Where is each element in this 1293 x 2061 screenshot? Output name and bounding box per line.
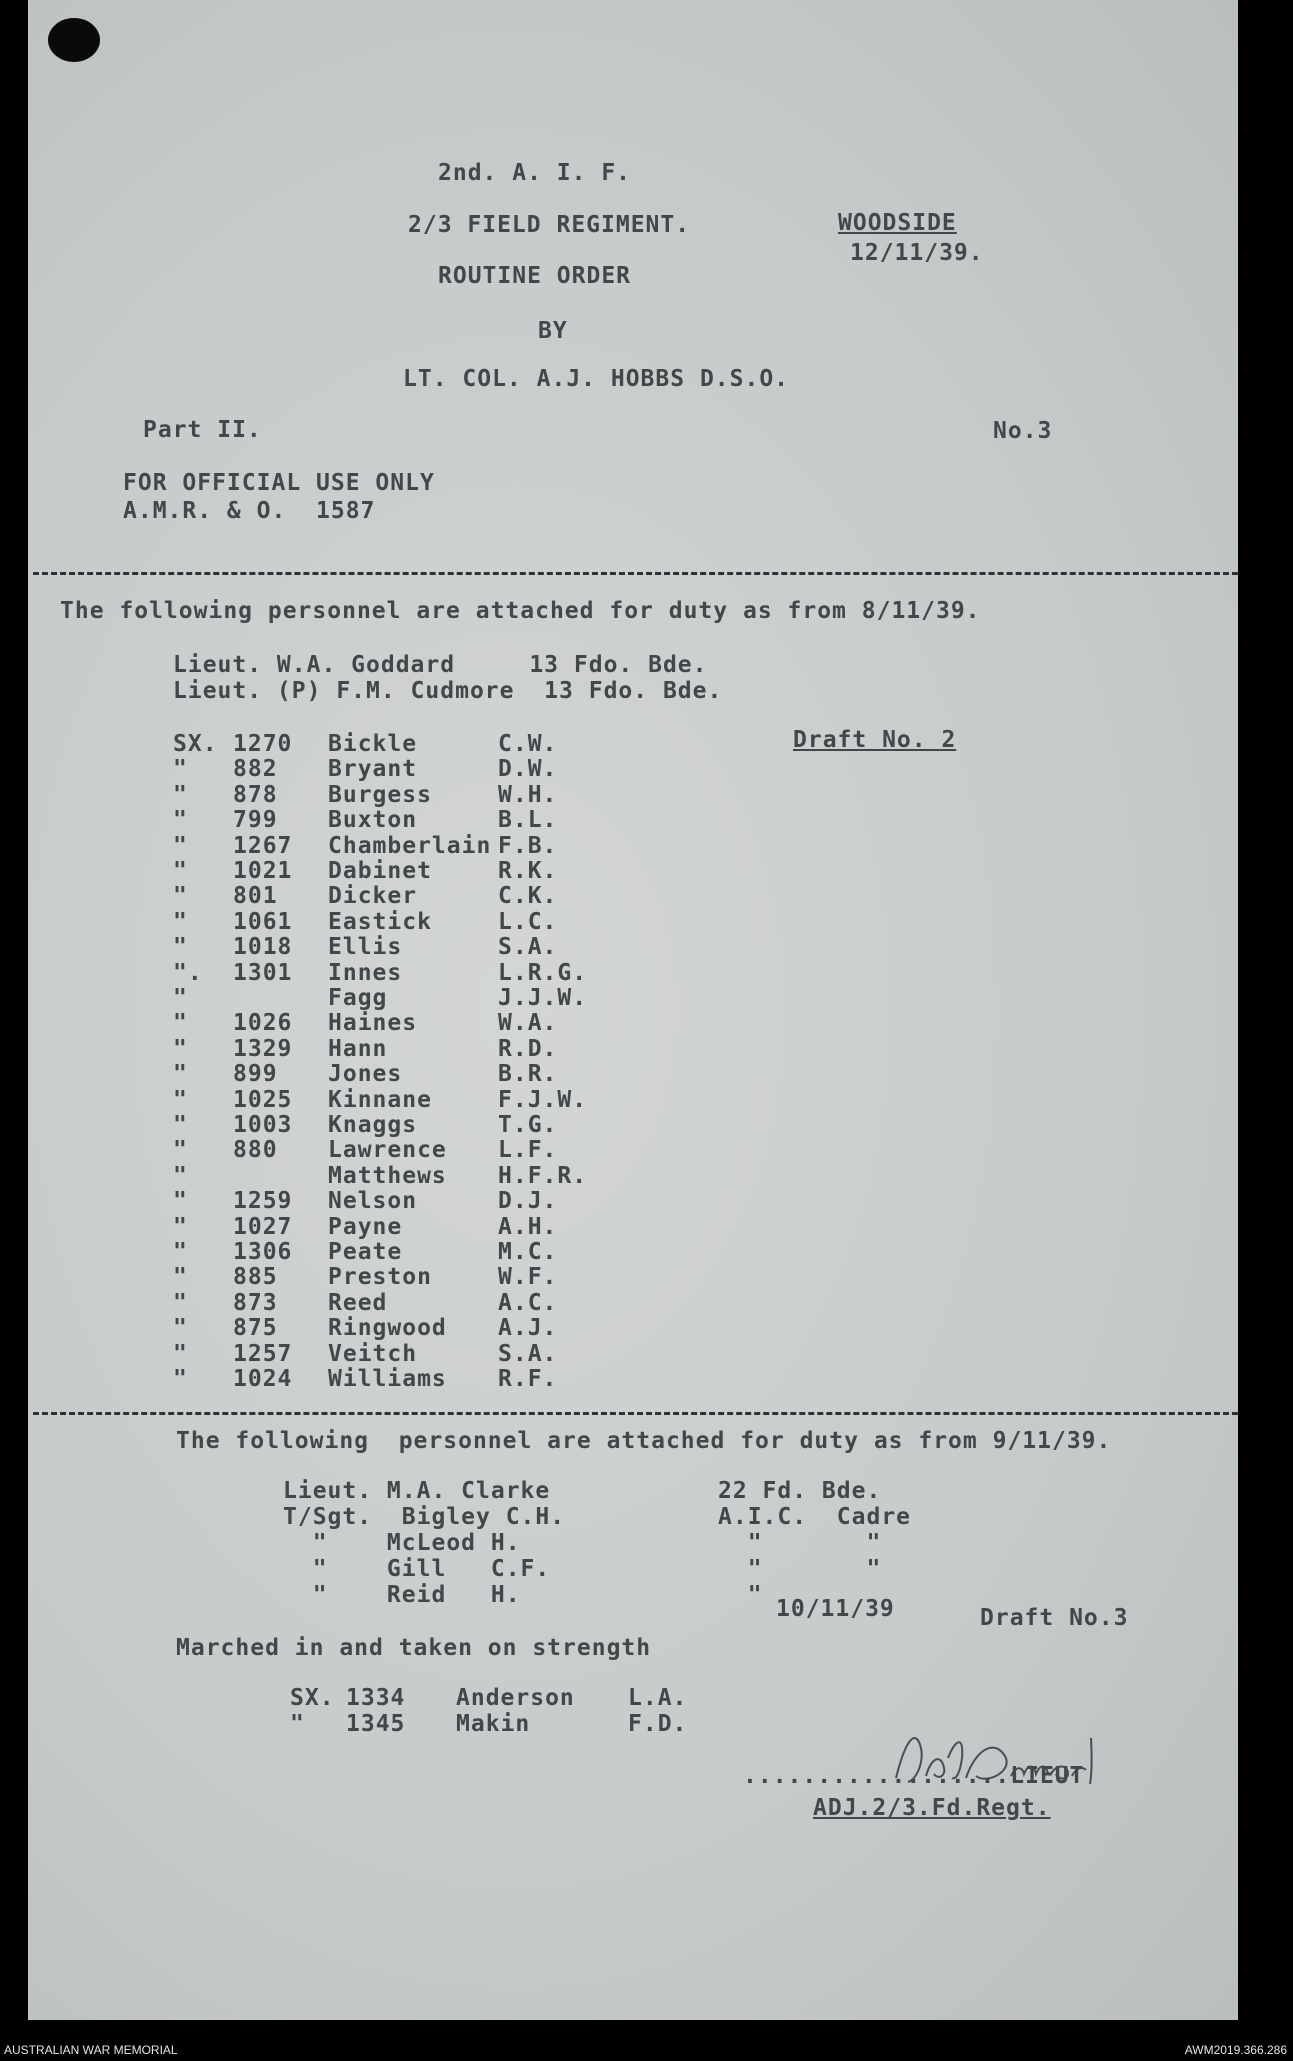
personnel-prefix: " xyxy=(173,1264,188,1291)
personnel-initials: D.J. xyxy=(498,1188,558,1215)
personnel-number: 880 xyxy=(233,1137,278,1164)
personnel-number: 799 xyxy=(233,807,278,834)
header-number: No.3 xyxy=(993,418,1053,444)
signature-title: ADJ.2/3.Fd.Regt. xyxy=(813,1795,1051,1821)
personnel-prefix: " xyxy=(173,1010,188,1037)
strength-prefix: SX. xyxy=(290,1685,335,1711)
header-routine-order: ROUTINE ORDER xyxy=(438,263,632,289)
personnel-initials: L.F. xyxy=(498,1137,558,1164)
header-commander: LT. COL. A.J. HOBBS D.S.O. xyxy=(403,366,790,392)
personnel-initials: W.H. xyxy=(498,781,558,808)
personnel-prefix: " xyxy=(173,1162,188,1189)
personnel-initials: L.R.G. xyxy=(498,959,588,986)
personnel-name: Hann xyxy=(328,1035,388,1062)
personnel-number: 1024 xyxy=(233,1366,293,1392)
personnel-initials: L.C. xyxy=(498,908,558,935)
personnel-initials: W.A. xyxy=(498,1010,558,1037)
personnel-number: 882 xyxy=(233,756,278,783)
personnel-number: 1026 xyxy=(233,1010,293,1037)
personnel-initials: A.C. xyxy=(498,1289,558,1316)
personnel-name: Innes xyxy=(328,959,403,986)
personnel-prefix: " xyxy=(173,781,188,808)
signature-line: ..................LIEUT xyxy=(743,1763,1085,1789)
header-line-aif: 2nd. A. I. F. xyxy=(438,160,632,186)
personnel-name: Fagg xyxy=(328,985,388,1011)
personnel-initials: T.G. xyxy=(498,1112,558,1138)
personnel-prefix: SX. xyxy=(173,731,218,757)
divider-top xyxy=(33,572,1238,575)
personnel-initials: A.H. xyxy=(498,1213,558,1240)
personnel-prefix: " xyxy=(173,1289,188,1316)
official-use: FOR OFFICIAL USE ONLY xyxy=(123,470,435,496)
strength-initials: F.D. xyxy=(628,1711,688,1737)
personnel-prefix: " xyxy=(173,1035,188,1062)
personnel-initials: C.K. xyxy=(498,883,558,910)
personnel-name: Haines xyxy=(328,1010,418,1037)
personnel-prefix: " xyxy=(173,832,188,859)
personnel-initials: F.J.W. xyxy=(498,1086,588,1113)
personnel-initials: R.F. xyxy=(498,1366,558,1392)
personnel-initials: M.C. xyxy=(498,1239,558,1265)
personnel-prefix: " xyxy=(173,807,188,834)
personnel-initials: S.A. xyxy=(498,1340,558,1367)
marched-in-heading: Marched in and taken on strength xyxy=(176,1635,652,1661)
personnel-initials: S.A. xyxy=(498,934,558,961)
personnel-prefix: " xyxy=(173,1213,188,1240)
divider-middle xyxy=(33,1412,1238,1415)
header-line-regiment: 2/3 FIELD REGIMENT. xyxy=(408,212,691,238)
personnel-name: Nelson xyxy=(328,1188,418,1215)
personnel-number: 1021 xyxy=(233,858,293,884)
personnel-prefix: " xyxy=(173,908,188,935)
personnel-name: Preston xyxy=(328,1264,432,1291)
personnel-initials: A.J. xyxy=(498,1315,558,1342)
personnel-prefix: " xyxy=(173,934,188,961)
personnel-name: Bickle xyxy=(328,731,418,757)
personnel-prefix: " xyxy=(173,1137,188,1164)
section2-date: 10/11/39 xyxy=(776,1596,895,1622)
section2-unit: " " xyxy=(718,1530,882,1556)
personnel-name: Chamberlain xyxy=(328,832,492,859)
personnel-number: 1027 xyxy=(233,1213,293,1240)
personnel-initials: J.J.W. xyxy=(498,985,588,1011)
personnel-name: Lawrence xyxy=(328,1137,447,1164)
strength-name: Makin xyxy=(456,1711,531,1737)
personnel-prefix: " xyxy=(173,985,188,1011)
document-page xyxy=(28,0,1238,2020)
personnel-name: Bryant xyxy=(328,756,418,783)
personnel-initials: R.D. xyxy=(498,1035,558,1062)
personnel-name: Dabinet xyxy=(328,858,432,884)
section2-person: " Reid H. xyxy=(283,1582,521,1608)
personnel-name: Veitch xyxy=(328,1340,418,1367)
strength-prefix: " xyxy=(290,1711,305,1737)
section2-draft: Draft No.3 xyxy=(980,1605,1129,1631)
personnel-number: 1267 xyxy=(233,832,293,859)
personnel-prefix: " xyxy=(173,1112,188,1138)
footer-institution: AUSTRALIAN WAR MEMORIAL xyxy=(4,2043,178,2057)
strength-number: 1334 xyxy=(346,1685,406,1711)
personnel-name: Payne xyxy=(328,1213,403,1240)
personnel-number: 1329 xyxy=(233,1035,293,1062)
footer-accession: AWM2019.366.286 xyxy=(1184,2043,1287,2057)
section1-officer-1: Lieut. W.A. Goddard 13 Fdo. Bde. xyxy=(173,652,708,678)
personnel-number: 875 xyxy=(233,1315,278,1342)
personnel-name: Knaggs xyxy=(328,1112,418,1138)
personnel-initials: W.F. xyxy=(498,1264,558,1291)
personnel-prefix: " xyxy=(173,1366,188,1392)
section2-unit: A.I.C. Cadre xyxy=(718,1504,912,1530)
personnel-number: 1018 xyxy=(233,934,293,961)
section1-draft: Draft No. 2 xyxy=(793,727,957,753)
personnel-name: Buxton xyxy=(328,807,418,834)
personnel-prefix: " xyxy=(173,756,188,783)
personnel-initials: R.K. xyxy=(498,858,558,884)
header-date: 12/11/39. xyxy=(850,240,984,266)
personnel-prefix: " xyxy=(173,1340,188,1367)
personnel-prefix: " xyxy=(173,1188,188,1215)
section2-unit: 22 Fd. Bde. xyxy=(718,1478,882,1504)
personnel-name: Peate xyxy=(328,1239,403,1265)
personnel-initials: B.R. xyxy=(498,1061,558,1088)
personnel-name: Eastick xyxy=(328,908,432,935)
personnel-name: Burgess xyxy=(328,781,432,808)
personnel-number: 1061 xyxy=(233,908,293,935)
personnel-number: 885 xyxy=(233,1264,278,1291)
strength-number: 1345 xyxy=(346,1711,406,1737)
personnel-name: Reed xyxy=(328,1289,388,1316)
punch-hole-mark xyxy=(46,12,106,72)
personnel-initials: F.B. xyxy=(498,832,558,859)
personnel-name: Ellis xyxy=(328,934,403,961)
personnel-number: 801 xyxy=(233,883,278,910)
personnel-initials: C.W. xyxy=(498,731,558,757)
personnel-number: 1270 xyxy=(233,731,293,757)
personnel-number: 1025 xyxy=(233,1086,293,1113)
section1-heading: The following personnel are attached for duty as from 8/11/39. xyxy=(60,598,981,624)
personnel-name: Dicker xyxy=(328,883,418,910)
personnel-name: Matthews xyxy=(328,1162,447,1189)
personnel-number: 899 xyxy=(233,1061,278,1088)
header-location: WOODSIDE xyxy=(838,210,957,236)
personnel-number: 873 xyxy=(233,1289,278,1316)
section2-person: " Gill C.F. xyxy=(283,1556,551,1582)
personnel-number: 1301 xyxy=(233,959,293,986)
personnel-number: 1259 xyxy=(233,1188,293,1215)
personnel-number: 878 xyxy=(233,781,278,808)
personnel-number: 1306 xyxy=(233,1239,293,1265)
personnel-prefix: " xyxy=(173,1239,188,1265)
personnel-prefix: ". xyxy=(173,959,203,986)
personnel-name: Williams xyxy=(328,1366,447,1392)
section2-unit: " " xyxy=(718,1556,882,1582)
section2-person: T/Sgt. Bigley C.H. xyxy=(283,1504,566,1530)
personnel-number: 1257 xyxy=(233,1340,293,1367)
personnel-prefix: " xyxy=(173,858,188,884)
personnel-initials: B.L. xyxy=(498,807,558,834)
personnel-prefix: " xyxy=(173,1086,188,1113)
section2-heading: The following personnel are attached for duty as from 9/11/39. xyxy=(176,1428,1112,1454)
section2-person: Lieut. M.A. Clarke xyxy=(283,1478,551,1504)
section2-person: " McLeod H. xyxy=(283,1530,521,1556)
header-part: Part II. xyxy=(143,417,262,443)
section1-officer-2: Lieut. (P) F.M. Cudmore 13 Fdo. Bde. xyxy=(173,678,723,704)
personnel-number: 1003 xyxy=(233,1112,293,1138)
personnel-initials: D.W. xyxy=(498,756,558,783)
personnel-name: Jones xyxy=(328,1061,403,1088)
footer-bar xyxy=(0,2036,1293,2061)
personnel-prefix: " xyxy=(173,1315,188,1342)
header-by: BY xyxy=(538,318,568,344)
section2-unit: " xyxy=(718,1582,763,1608)
strength-initials: L.A. xyxy=(628,1685,688,1711)
official-ref: A.M.R. & O. 1587 xyxy=(123,498,376,524)
personnel-prefix: " xyxy=(173,1061,188,1088)
personnel-prefix: " xyxy=(173,883,188,910)
strength-name: Anderson xyxy=(456,1685,575,1711)
personnel-name: Ringwood xyxy=(328,1315,447,1342)
personnel-name: Kinnane xyxy=(328,1086,432,1113)
personnel-initials: H.F.R. xyxy=(498,1162,588,1189)
